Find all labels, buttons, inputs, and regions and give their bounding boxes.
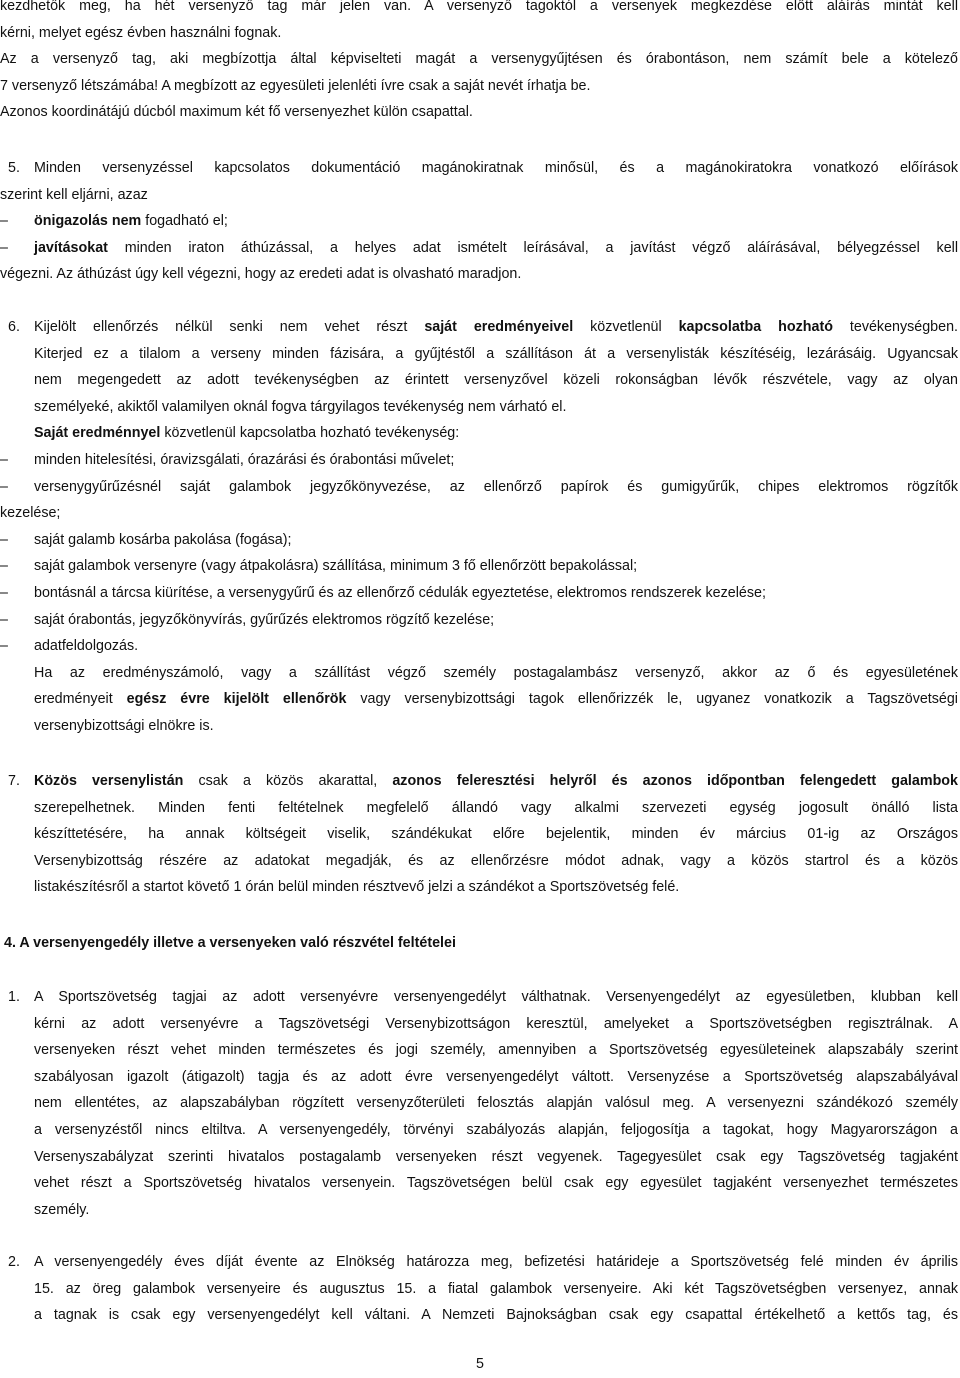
intro-line-4: 7 versenyző létszámába! A megbízott az egyesületi jelenléti ívre csak a saját nevét írhatja be.	[0, 77, 591, 94]
dash-bullet: –	[0, 531, 8, 548]
item-5-b1-bold: önigazolás nem	[34, 213, 142, 230]
s4-item-1-line: szabályosan igazolt (átigazolt) tagja és az adott évre versenyengedélyt váltott. Versenyzése a Sportszövetség alapszabályával	[34, 1068, 958, 1085]
item-6-list-6	[0, 607, 958, 634]
item-5-b2-rest: minden iraton áthúzással, a helyes adat ismételt leírásával, a javítást végző aláírásával, bélyegzéssel kell	[107, 239, 958, 256]
item-6-p2-l2c: vagy versenybizottsági tagok ellenőrizzék le, ugyanez vonatkozik a Tagszövetségi	[346, 691, 958, 708]
item-5-bullet-1	[0, 208, 958, 235]
dash-bullet: –	[0, 611, 8, 628]
dash-bullet: –	[0, 478, 8, 495]
item-6-list-2-cont: kezelése;	[0, 505, 61, 522]
item-6-list-7-text: adatfeldolgozás.	[34, 638, 139, 655]
item-6-paragraph	[0, 314, 959, 740]
dash-bullet: –	[0, 239, 8, 256]
intro-line-1: kezdhetők meg, ha hét versenyző tag már jelen van. A versenyző tagoktól a versenyek megkezdése előtt aláírás mintát kell	[0, 0, 958, 14]
item-6-line-4: személyeké, akiktől valamilyen oknál fogva tárgyilagos tevékenység nem várható el.	[34, 398, 567, 415]
intro-line-2: kérni, melyet egész évben használni fognak.	[0, 24, 282, 41]
item-6-line-3: nem megengedett az adott tevékenységben az érintett versenyzővel közeli rokonságban lévők részvétele, vagy az olyan	[34, 372, 958, 389]
item-6-list-3	[0, 527, 958, 554]
s4-item-2-line: A versenyengedély éves díját évente az Elnökség határozza meg, befizetési határideje a Sportszövetség felé minden év április	[34, 1254, 958, 1270]
item-6-list-1	[0, 447, 958, 474]
item-6-p2-line-1: Ha az eredményszámoló, vagy a szállítást végző személy postagalambász versenyző, akkor az ő és egyesületének	[34, 664, 958, 681]
intro-paragraph	[0, 0, 958, 126]
item-5-line-1: Minden versenyzéssel kapcsolatos dokumentáció magánokiratnak minősül, és a magánokiratokra vonatkozó előírások	[34, 160, 958, 176]
intro-line-3: Az a versenyző tag, aki megbízottja által képviselteti magát a versenygyűjtésen és órabontáson, nem számít bele a kötelező	[0, 51, 958, 68]
section-4-heading: 4. A versenyengedély illetve a versenyeken való részvétel feltételei	[4, 935, 456, 951]
s4-item-1-paragraph	[34, 984, 958, 1223]
dash-bullet: –	[0, 451, 8, 468]
dash-bullet: –	[0, 584, 8, 601]
s4-item-1-number: 1.	[8, 989, 20, 1005]
item-6-list-6-text: saját órabontás, jegyzőkönyvírás, gyűrűzés elektromos rögzítő kezelése;	[34, 611, 495, 628]
item-7-paragraph	[34, 768, 958, 901]
item-6-line-2: Kiterjed ez a tilalom a verseny minden fázisára, a gyűjtéstől a szállításon át a versenylisták készítéséig, lezárásáig. Ugyancsak	[34, 345, 958, 362]
item-6-list-2	[0, 474, 958, 501]
item-5-b2-line-2: végezni. Az áthúzást úgy kell végezni, hogy az eredeti adat is olvasható maradjon.	[0, 266, 522, 283]
dash-bullet: –	[0, 638, 8, 655]
item-5-bullet-2	[0, 235, 958, 262]
item-7-line-3: készíttetésére, ha annak költségeit viselik, szándékukat előre bejelentik, minden év március 01-ig az Országos	[34, 826, 958, 843]
page-number: 5	[476, 1356, 484, 1372]
s4-item-1-line: a versenyzéstől nincs eltiltva. A versenyengedély, törvényi szabályozás alapján, feljogosítja a tagokat, hogy Magyarországon a	[34, 1121, 958, 1138]
item-7-l1-b: csak a közös akarattal,	[183, 773, 393, 789]
item-5-paragraph	[0, 155, 958, 288]
item-6-line-1	[34, 314, 958, 341]
item-6-number: 6.	[8, 319, 20, 335]
item-6-l1-e: tevékenységben.	[832, 319, 959, 335]
item-6-list-1-text: minden hitelesítési, óravizsgálati, órazárási és órabontási művelet;	[34, 451, 455, 468]
item-6-list-5-text: bontásnál a tárcsa kiürítése, a versenygyűrű és az ellenőrző cédulák egyeztetése, elektromos rendszerek kezelése;	[34, 584, 766, 601]
s4-item-1-line: vehet részt a Sportszövetség hivatalos versenyein. Tagszövetségen belül csak egy egyesület tagjaként versenyezhet természetes	[34, 1175, 958, 1192]
item-7-line-2: szerepelhetnek. Minden fenti feltételnek megfelelő állandó vagy alkalmi szervezeti egység jogosult önálló lista	[34, 799, 958, 816]
item-6-p2-line-3: versenybizottsági elnökre is.	[34, 717, 214, 734]
s4-item-1-line: nem ellentétes, az alapszabályban rögzített versenyzőterületi felosztás alapján valósul meg. A versenyezni szándékozó személy	[34, 1095, 958, 1112]
s4-item-2-number: 2.	[8, 1254, 20, 1270]
item-6-l1-a: Kijelölt ellenőrzés nélkül senki nem vehet részt	[34, 319, 425, 335]
s4-item-2-line: 15. az öreg galambok versenyeire és augusztus 15. a fiatal galambok versenyeire. Aki két Tagszövetségben versenyez, annak	[34, 1280, 958, 1297]
intro-line-5: Azonos koordinátájú dúcból maximum két fő versenyezhet külön csapattal.	[0, 104, 473, 121]
item-6-list-3-text: saját galamb kosárba pakolása (fogása);	[34, 531, 292, 548]
s4-item-2-line: a tagnak is csak egy versenyengedélyt kell váltani. A Nemzeti Bajnokságban csak egy csapattal értékelhető a kettős tag, és	[34, 1307, 958, 1324]
item-5-b2-bold: javításokat	[34, 239, 108, 256]
s4-item-1-line: kérni az adott versenyévre a Tagszövetségi Versenybizottságon keresztül, amelyeket a Sportszövetségben regisztrálnak. A	[34, 1015, 958, 1032]
item-6-list-2-text: versenygyűrűzésnél saját galambok jegyzőkönyvezése, az ellenőrző papírok és gumigyűrűk, chipes elektromos rögzítők	[34, 478, 958, 495]
dash-bullet: –	[0, 213, 8, 230]
item-6-list-5	[0, 580, 958, 607]
s4-item-1-line: versenyeken részt vehet minden természetes és jogi személy, amennyiben a Sportszövetség egyesületeinek alapszabály szerint	[34, 1042, 958, 1059]
item-5-b1-rest: fogadható el;	[141, 213, 228, 230]
item-7-line-1	[34, 768, 958, 795]
item-7-l1-a: Közös versenylistán	[34, 773, 184, 789]
item-6-p2-line-2	[34, 686, 958, 713]
s4-item-1-line: A Sportszövetség tagjai az adott versenyévre versenyengedélyt válthatnak. Versenyengedélyt az egyesületben, klubban kell	[34, 989, 958, 1005]
item-7-number: 7.	[8, 773, 20, 789]
s4-item-2-paragraph	[34, 1249, 958, 1329]
item-6-p2-l2b: egész évre kijelölt ellenőrök	[126, 691, 347, 708]
item-6-l5-bold: Saját eredménnyel	[34, 425, 161, 442]
item-6-l1-d: kapcsolatba hozható	[678, 319, 833, 335]
dash-bullet: –	[0, 558, 8, 575]
item-7-line-4: Versenybizottság részére az adatokat megadják, és az ellenőrzésre módot adnak, vagy a közös startrol és a közös	[34, 852, 958, 869]
item-7-l1-c: azonos feleresztési helyről és azonos időpontban felengedett galambok	[392, 773, 958, 789]
item-6-l1-c: közvetlenül	[573, 319, 679, 335]
item-5-line-2: szerint kell eljárni, azaz	[0, 186, 148, 203]
item-6-list-7	[0, 633, 958, 660]
item-6-l5-rest: közvetlenül kapcsolatba hozható tevékenység:	[160, 425, 460, 442]
item-6-list-4	[0, 553, 958, 580]
item-6-list-4-text: saját galambok versenyre (vagy átpakolásra) szállítása, minimum 3 fő ellenőrzött bepakolással;	[34, 558, 638, 575]
item-5-number: 5.	[8, 160, 20, 176]
item-7-line-5: listakészítésről a startot követő 1 órán belül minden résztvevő jelzi a szándékot a Sportszövetség felé.	[34, 879, 680, 896]
item-6-line-5	[34, 420, 958, 447]
item-6-p2-l2a: eredményeit	[34, 691, 127, 708]
s4-item-1-line: Versenyszabályzat szerinti hivatalos postagalamb versenyeken részt vegyenek. Tagegyesület csak egy Tagszövetség tagjaként	[34, 1148, 958, 1165]
item-6-l1-b: saját eredményeivel	[424, 319, 574, 335]
s4-item-1-line: személy.	[34, 1201, 90, 1218]
